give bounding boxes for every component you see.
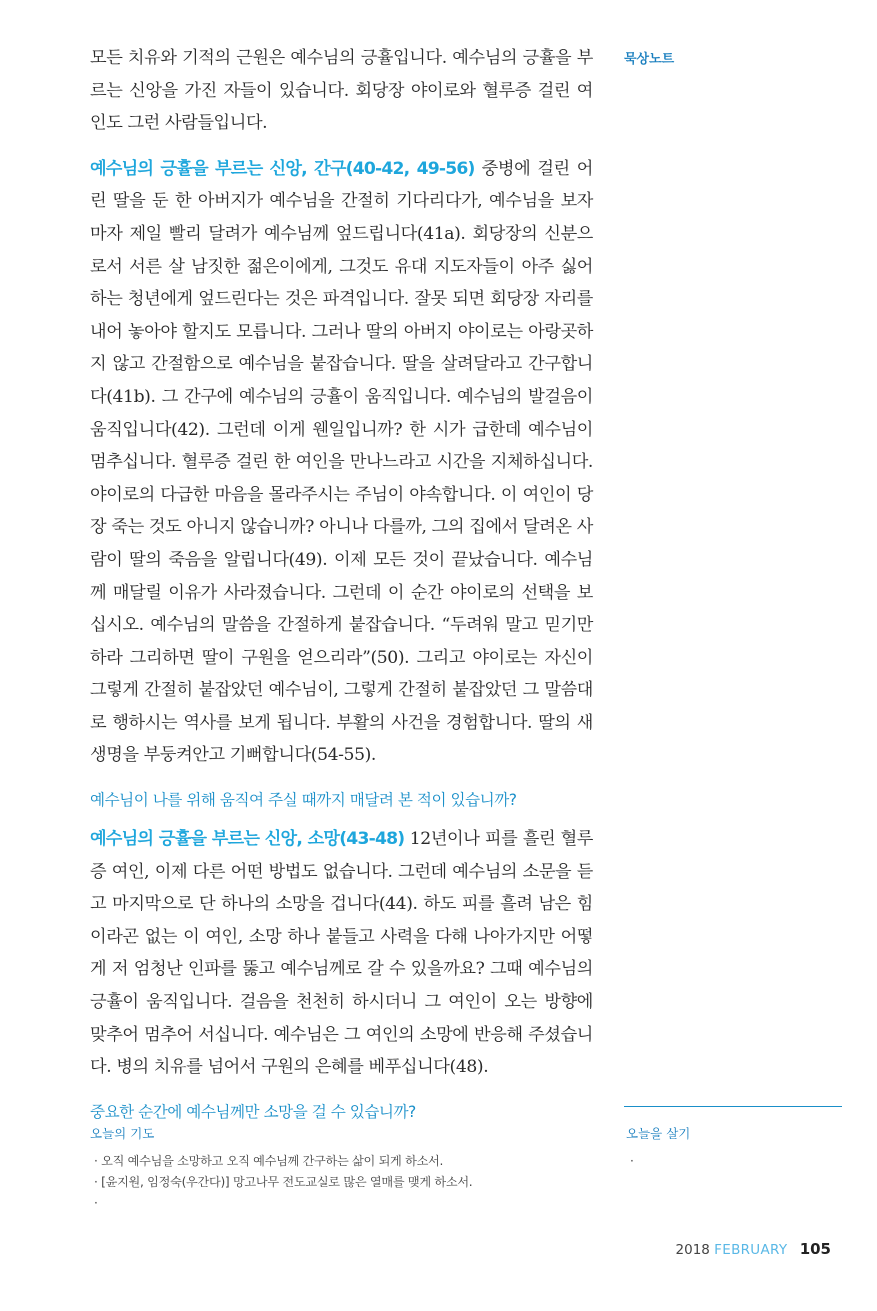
side-label-meditation-note: 묵상노트 — [624, 52, 675, 67]
main-column — [90, 42, 593, 1135]
section2-question: 중요한 순간에 예수님께만 소망을 걸 수 있습니까? — [90, 1102, 416, 1121]
prayer-title: 오늘의 기도 — [90, 1126, 155, 1141]
page-footer — [676, 1240, 831, 1258]
living-today — [626, 1124, 836, 1172]
footer-year: 2018 — [675, 1242, 710, 1258]
footer-month: FEBRUARY — [714, 1242, 788, 1258]
section2-paragraph — [90, 823, 593, 1084]
section2-body: 12년이나 피를 흘린 혈루증 여인, 이제 다른 어떤 방법도 없습니다. 그런데 예수님의 소문을 듣고 마지막으로 단 하나의 소망을 겁니다(44). 하도 피를 흘려 남은 힘이라곤 없는 이 여인, 소망 하나 붙들고 사력을 다해 나아가지만 어떻게 저 엄청난 인파를 뚫고 예수님께로 갈 수 있을까요? 그때 예수님의 긍휼이 움직입니다. 걸음을 천천히 하시더니 그 여인이 오는 방향에 맞추어 멈추어 서십니다. 예수님은 그 여인의 소망에 반응해 주셨습니다. 병의 치유를 넘어서 구원의 은혜를 베푸십니다(48). — [90, 829, 594, 1078]
section1-body: 중병에 걸린 어린 딸을 둔 한 아버지가 예수님을 간절히 기다리다가, 예수님을 보자마자 제일 빨리 달려가 예수님께 엎드립니다(41a). 회당장의 신분으로서 서른 살 남짓한 젊은이에게, 그것도 유대 지도자들이 아주 싫어하는 청년에게 엎드린다는 것은 파격입니다. 잘못 되면 회당장 자리를 내어 놓아야 할지도 모릅니다. 그러나 딸의 아버지 야이로는 아랑곳하지 않고 간절함으로 예수님을 붙잡습니다. 딸을 살려달라고 간구합니다(41b). 그 간구에 예수님의 긍휼이 움직입니다. 예수님의 발걸음이 움직입니다(42). 그런데 이게 웬일입니까? 한 시가 급한데 예수님이 멈추십니다. 혈루증 걸린 한 여인을 만나느라고 시간을 지체하십니다. 야이로의 다급한 마음을 몰라주시는 주님이 야속합니다. 이 여인이 당장 죽는 것도 아니지 않습니까? 아니나 다를까, 그의 집에서 달려온 사람이 딸의 죽음을 알립니다(49). 이제 모든 것이 끝났습니다. 예수님께 매달릴 이유가 사라졌습니다. 그런데 이 순간 야이로의 선택을 보십시오. 예수님의 말씀을 간절하게 붙잡습니다. “두려워 말고 믿기만 하라 그리하면 딸이 구원을 얻으리라”(50). 그리고 야이로는 자신이 그렇게 간절히 붙잡았던 예수님이, 그렇게 간절히 붙잡았던 그 말씀대로 행하시는 역사를 보게 됩니다. 부활의 사건을 경험합니다. 딸의 새 생명을 부둥켜안고 기뻐합니다(54-55). — [90, 158, 593, 766]
prayer-item: · [윤지원, 임정숙(우간다)] 망고나무 전도교실로 많은 열매를 맺게 하소서. — [94, 1175, 473, 1189]
intro-paragraph: 모든 치유와 기적의 근원은 예수님의 긍휼입니다. 예수님의 긍휼을 부르는 신앙을 가진 자들이 있습니다. 회당장 야이로와 혈루증 걸린 여인도 그런 사람들입니다. — [90, 48, 593, 134]
living-today-list — [626, 1151, 836, 1172]
section1-question: 예수님이 나를 위해 움직여 주실 때까지 매달려 본 적이 있습니까? — [90, 791, 517, 810]
prayer-item: · — [94, 1196, 98, 1210]
side-divider — [624, 1106, 842, 1107]
page-number: 105 — [799, 1240, 831, 1258]
living-today-title: 오늘을 살기 — [626, 1126, 691, 1141]
section1-paragraph — [90, 153, 593, 772]
todays-prayer — [90, 1124, 570, 1214]
living-today-item: · — [630, 1154, 634, 1168]
prayer-list — [90, 1151, 570, 1214]
section2-heading: 예수님의 긍휼을 부르는 신앙, 소망(43-48) — [90, 829, 405, 850]
prayer-item: · 오직 예수님을 소망하고 오직 예수님께 간구하는 삶이 되게 하소서. — [94, 1154, 444, 1168]
section1-heading: 예수님의 긍휼을 부르는 신앙, 간구(40-42, 49-56) — [90, 158, 475, 179]
